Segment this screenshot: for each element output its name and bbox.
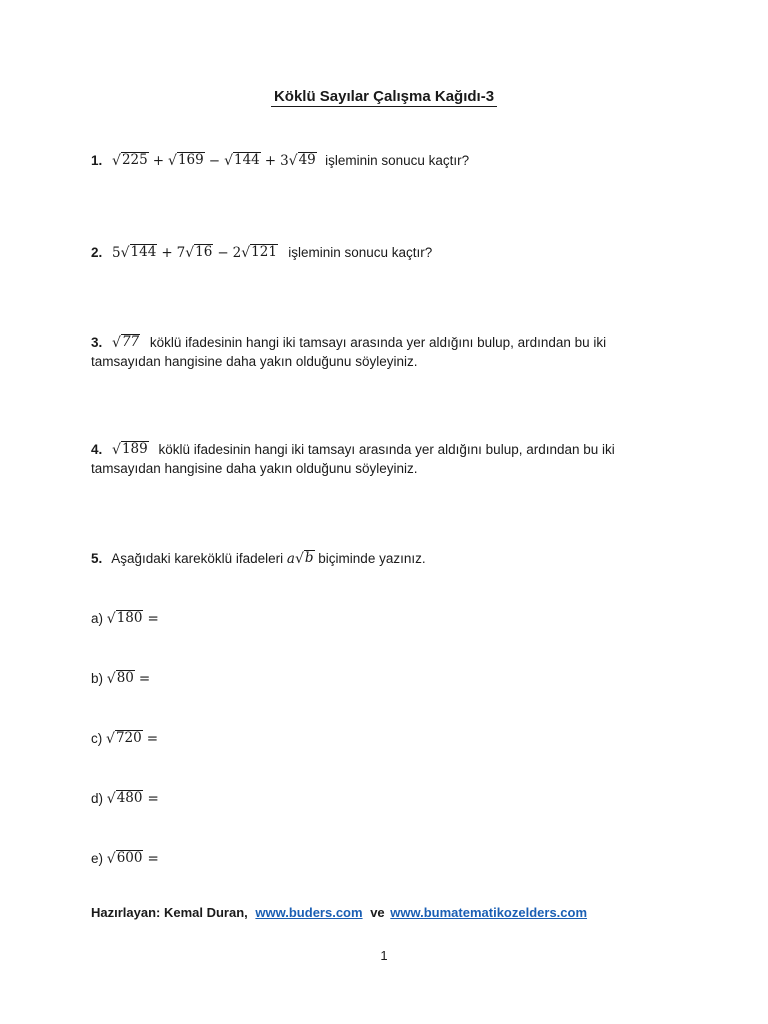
sqrt [241,244,278,260]
radicand: 77 [121,334,140,350]
part-label: c) [91,731,103,746]
part-b [91,669,154,689]
sqrt [112,334,140,350]
radical-icon: √ [224,153,233,169]
part-a [91,609,163,629]
question-1 [91,151,469,171]
radicand: 600 [116,850,143,866]
part-label: e) [91,851,104,866]
sqrt [289,152,317,168]
sqrt [185,244,213,260]
radical-icon: √ [106,791,116,807]
question-2 [91,243,432,263]
question-4-line-2: tamsayıdan hangisine daha yakın olduğunu söyleyiniz. [91,461,418,476]
author-credit: Hazırlayan: Kemal Duran, [91,905,248,920]
part-label: d) [91,791,104,806]
link-buders[interactable]: www.buders.com [255,905,363,920]
radicand: 180 [116,610,143,626]
radicand: 16 [195,244,213,260]
radical-icon: √ [106,851,116,867]
question-3-line-2: tamsayıdan hangisine daha yakın olduğunu söyleyiniz. [91,354,418,369]
coefficient: 2 [232,245,242,261]
part-c [91,729,162,749]
radicand: 144 [233,152,260,168]
radical-icon: √ [185,245,195,261]
part-label: a) [91,611,104,626]
radicand: 49 [298,152,316,168]
sqrt [295,550,315,566]
radicand [304,550,315,566]
sqrt [224,152,261,168]
question-number: 3. [91,335,103,350]
var-b: b [304,550,314,566]
radicand: 189 [121,441,148,457]
equals-sign: = [138,671,151,687]
equals-sign: = [147,611,159,627]
question-text: köklü ifadesinin hangi iki tamsayı arasında yer aldığını bulup, ardından bu iki [149,335,607,350]
radicand: 80 [116,670,134,686]
part-e [91,849,163,869]
question-text-end: biçiminde yazınız. [318,551,426,566]
radicand: 144 [130,244,157,260]
sqrt [107,670,135,686]
question-text: köklü ifadesinin hangi iki tamsayı arasında yer aldığını bulup, ardından bu iki [158,442,615,457]
sqrt [106,730,143,746]
radicand: 480 [116,790,143,806]
question-number: 4. [91,442,103,457]
sqrt [112,441,149,457]
q1-expression: √ 225 + √ 169 − √ 144 + 3 √ 49 [112,152,316,169]
radical-icon: √ [294,551,304,567]
question-4 [91,440,615,460]
equals-sign: = [147,851,159,867]
sqrt [107,850,144,866]
question-text: işleminin sonucu kaçtır? [288,245,433,260]
radical-icon: √ [112,335,121,351]
q2-expression: 5 √ 144 + 7 √ 16 − 2 √ 121 [112,244,277,261]
radical-icon: √ [112,153,121,169]
question-text: işleminin sonucu kaçtır? [325,153,470,168]
sqrt [107,790,144,806]
coefficient: 3 [280,153,289,169]
q5-form [287,551,315,567]
sqrt [168,152,205,168]
radical-icon: √ [106,611,116,627]
radical-icon: √ [168,153,177,169]
equals-sign: = [147,791,159,807]
var-a: a [286,551,295,567]
link-bumatematikozelders[interactable]: www.bumatematikozelders.com [390,905,588,920]
radical-icon: √ [241,245,251,261]
question-number: 1. [91,153,103,168]
coefficient: 5 [112,245,121,261]
coefficient: 7 [176,245,186,261]
equals-sign: = [146,731,159,747]
radical-icon: √ [112,442,121,458]
question-3 [91,333,606,353]
question-number: 5. [91,551,103,566]
radical-icon: √ [106,731,115,747]
radicand: 121 [251,244,277,260]
radical-icon: √ [288,153,298,169]
page-title [0,88,768,105]
and-text: ve [370,905,385,920]
title-text: Köklü Sayılar Çalışma Kağıdı-3 [271,88,497,107]
question-text: Aşağıdaki kareköklü ifadeleri [111,551,284,566]
question-number: 2. [91,245,103,260]
radical-icon: √ [120,245,130,261]
radicand: 169 [177,152,204,168]
radical-icon: √ [106,671,116,687]
page-number: 1 [380,948,388,963]
footer [91,905,587,920]
sqrt [121,244,158,260]
q4-expression [112,442,149,458]
question-5 [91,549,426,569]
q3-expression [112,335,140,351]
part-d [91,789,163,809]
sqrt [112,152,149,168]
radicand: 225 [121,152,148,168]
radicand: 720 [115,730,142,746]
sqrt [107,610,144,626]
part-label: b) [91,671,104,686]
